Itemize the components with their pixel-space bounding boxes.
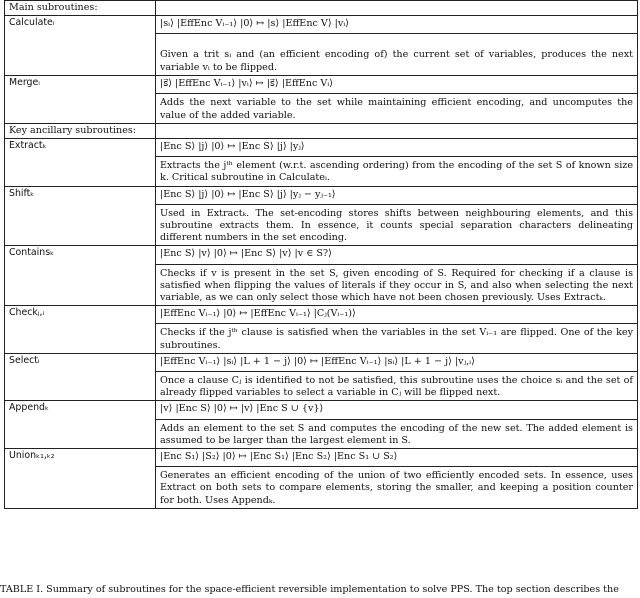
subroutine-description: Once a clause Cⱼ is identified to not be satisfied, this subroutine uses the choice sᵢ and the set of already flipped variables to select a variable in Cⱼ will be flipped next. bbox=[160, 375, 633, 399]
table-row bbox=[5, 353, 638, 401]
subroutine-cell bbox=[156, 76, 638, 124]
spacer bbox=[160, 34, 633, 46]
section-ancillary-label: Key ancillary subroutines: bbox=[5, 123, 156, 138]
subroutine-description: Adds an element to the set S and computes the encoding of the new set. The added element is assumed to be larger than the largest element in S. bbox=[160, 422, 633, 446]
subroutine-description: Given a trit sᵢ and (an efficient encoding of) the current set of variables, produces the next variable vᵢ to be flipped. bbox=[160, 49, 633, 73]
subroutine-signature: |v⟩ |Enc S⟩ |0⟩ ↦ |v⟩ |Enc S ∪ {v}⟩ bbox=[156, 402, 637, 419]
subroutine-cell bbox=[156, 16, 638, 76]
subroutine-name: Mergeᵢ bbox=[5, 76, 156, 124]
subroutine-name: Selectᵢ bbox=[5, 353, 156, 401]
subroutine-description: Extracts the jᵗʰ element (w.r.t. ascending ordering) from the encoding of the set S of known size k. Critical subroutine in Calculateᵢ. bbox=[160, 160, 633, 184]
subroutine-cell bbox=[156, 186, 638, 246]
subroutine-name: Extractₖ bbox=[5, 139, 156, 187]
table-row bbox=[5, 76, 638, 124]
table-row bbox=[5, 401, 638, 449]
subroutine-name: Shiftₖ bbox=[5, 186, 156, 246]
subroutine-name: Containsₖ bbox=[5, 246, 156, 306]
subroutine-cell bbox=[156, 139, 638, 187]
section-main-label: Main subroutines: bbox=[5, 1, 156, 16]
subroutine-cell bbox=[156, 401, 638, 449]
subroutine-description: Checks if the jᵗʰ clause is satisfied when the variables in the set Vᵢ₋₁ are flipped. One of the key subroutines. bbox=[160, 327, 633, 351]
subroutine-signature: |s⃗⟩ |EffEnc Vᵢ₋₁⟩ |vᵢ⟩ ↦ |s⃗⟩ |EffEnc Vᵢ⟩ bbox=[156, 77, 637, 94]
subroutine-signature: |Enc S₁⟩ |S₂⟩ |0⟩ ↦ |Enc S₁⟩ |Enc S₂⟩ |Enc S₁ ∪ S₂⟩ bbox=[156, 450, 637, 467]
subroutine-name: Unionₖ₁,ₖ₂ bbox=[5, 449, 156, 509]
subroutine-cell bbox=[156, 353, 638, 401]
table-row bbox=[5, 306, 638, 354]
section-header-row bbox=[5, 1, 638, 16]
section-main-empty-cell bbox=[156, 1, 638, 16]
table-row bbox=[5, 16, 638, 76]
table-row bbox=[5, 449, 638, 509]
subroutine-signature: |EffEnc Vᵢ₋₁⟩ |0⟩ ↦ |EffEnc Vᵢ₋₁⟩ |Cⱼ(Vᵢ₋₁)⟩ bbox=[156, 307, 637, 324]
subroutine-description: Used in Extractₖ. The set-encoding stores shifts between neighbouring elements, and this subroutine extracts them. In essence, it counts special separation characters delineating different numbers in the set encoding. bbox=[160, 207, 633, 244]
subroutine-cell bbox=[156, 449, 638, 509]
subroutine-description: Adds the next variable to the set while maintaining efficient encoding, and uncomputes the value of the added variable. bbox=[160, 97, 633, 121]
table-row bbox=[5, 186, 638, 246]
subroutine-cell bbox=[156, 246, 638, 306]
subroutine-name: Calculateᵢ bbox=[5, 16, 156, 76]
subroutine-description: Checks if v is present in the set S, given encoding of S. Required for checking if a clause is satisfied when flipping the values of literals if they occur in S, and also when selecting the next variable, as we can only select those which have not been chosen previously. Uses Extractₖ. bbox=[160, 267, 633, 304]
subroutine-name: Checkⱼ,ᵢ bbox=[5, 306, 156, 354]
subroutine-signature: |Enc S⟩ |v⟩ |0⟩ ↦ |Enc S⟩ |v⟩ |v ∈ S?⟩ bbox=[156, 247, 637, 264]
subroutine-signature: |Enc S⟩ |j⟩ |0⟩ ↦ |Enc S⟩ |j⟩ |yⱼ − yⱼ₋₁⟩ bbox=[156, 188, 637, 205]
table-row bbox=[5, 246, 638, 306]
section-ancillary-empty-cell bbox=[156, 123, 638, 138]
subroutine-cell bbox=[156, 306, 638, 354]
table-caption: TABLE I. Summary of subroutines for the space-efficient reversible implementation to solve PPS. The top section describes the bbox=[0, 584, 619, 595]
table-row bbox=[5, 139, 638, 187]
subroutine-signature: |Enc S⟩ |j⟩ |0⟩ ↦ |Enc S⟩ |j⟩ |yⱼ⟩ bbox=[156, 140, 637, 157]
subroutine-table bbox=[4, 0, 638, 509]
section-header-row bbox=[5, 123, 638, 138]
subroutine-signature: |EffEnc Vᵢ₋₁⟩ |sᵢ⟩ |L + 1 − j⟩ |0⟩ ↦ |EffEnc Vᵢ₋₁⟩ |sᵢ⟩ |L + 1 − j⟩ |vⱼ,ᵢ⟩ bbox=[156, 355, 637, 372]
subroutine-description: Generates an efficient encoding of the union of two efficiently encoded sets. In essence, uses Extract on both sets to compare elements, storing the smaller, and keeping a position counter for both. Uses Appendₖ. bbox=[160, 470, 633, 506]
subroutine-signature: |sᵢ⟩ |EffEnc Vᵢ₋₁⟩ |0⟩ ↦ |s⟩ |EffEnc V⟩ |vᵢ⟩ bbox=[156, 17, 637, 34]
subroutine-name: Appendₖ bbox=[5, 401, 156, 449]
